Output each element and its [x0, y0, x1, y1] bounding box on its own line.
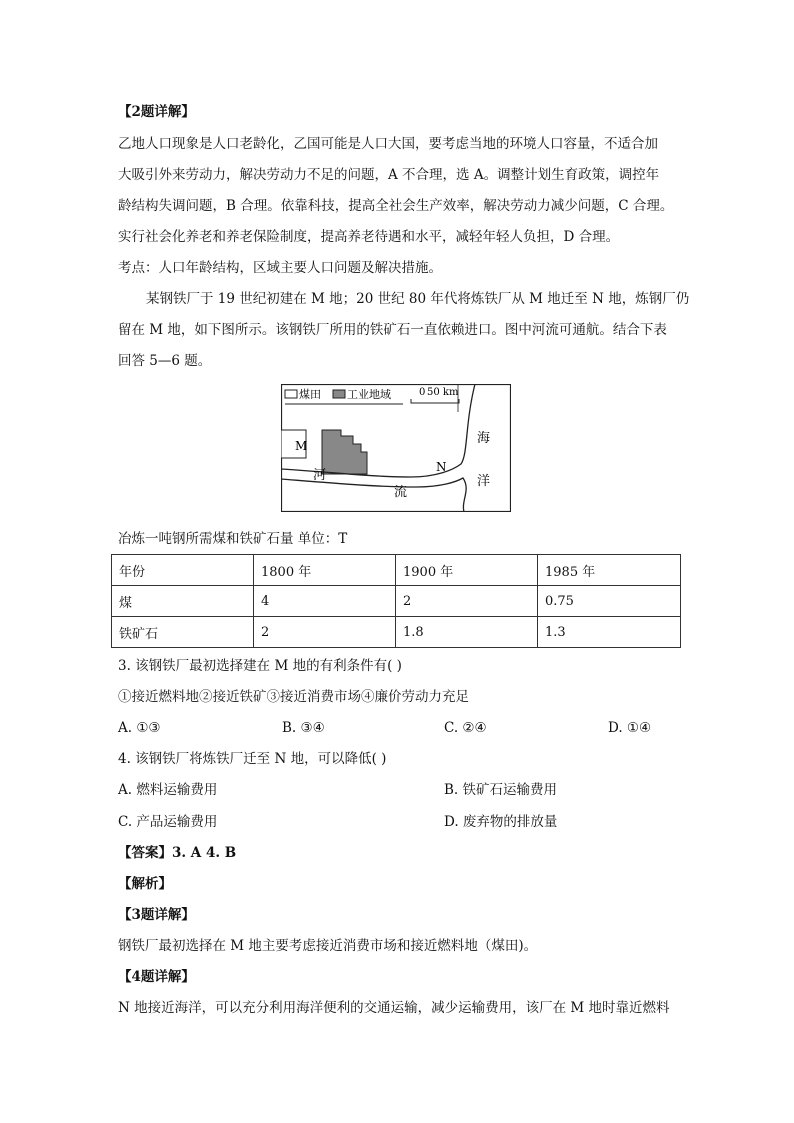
sea-label-2: 洋 [477, 474, 491, 489]
table-header-cell: 1900 年 [396, 555, 538, 586]
table-caption: 冶炼一吨钢所需煤和铁矿石量 单位：T [118, 531, 348, 547]
answer-4-text: N 地接近海洋，可以充分利用海洋便利的交通运输，减少运输费用，该厂在 M 地时靠近燃料 [118, 1000, 670, 1016]
table-row [112, 617, 681, 648]
analysis-heading: 【解析】 [118, 876, 172, 892]
intro-line: 留在 M 地，如下图所示。该钢铁厂所用的铁矿石一直依赖进口。图中河流可通航。结合下表 [118, 322, 667, 338]
table-cell: 2 [396, 586, 538, 617]
label-m: M [295, 439, 308, 453]
question-4-stem: 4. 该钢铁厂将炼铁厂迁至 N 地，可以降低( ) [118, 751, 387, 767]
table-cell: 2 [254, 617, 396, 648]
question-3-conditions: ①接近燃料地②接近铁矿③接近消费市场④廉价劳动力充足 [118, 689, 469, 705]
table-row [112, 586, 681, 617]
q3-option-b: B. ③④ [282, 720, 325, 736]
label-n: N [436, 460, 447, 474]
river-label-2: 流 [394, 485, 408, 500]
scale-label: 50 km [427, 387, 459, 398]
intro-line: 回答 5—6 题。 [118, 353, 212, 369]
coal-iron-table [111, 554, 681, 648]
paragraph-line: 大吸引外来劳动力，解决劳动力不足的问题，A 不合理，选 A。调整计划生育政策，调控年 [118, 167, 660, 183]
table-header-cell: 1800 年 [254, 555, 396, 586]
river-label-1: 河 [313, 468, 327, 483]
section-heading-q2: 【2题详解】 [118, 104, 195, 120]
coal-legend-swatch [285, 390, 297, 398]
steel-plant-map [281, 384, 511, 512]
q4-option-b: B. 铁矿石运输费用 [444, 782, 558, 798]
scale-zero: 0 [419, 387, 426, 398]
answer-line: 【答案】3. A 4. B [118, 845, 237, 861]
table-cell: 0.75 [538, 586, 681, 617]
q4-option-c: C. 产品运输费用 [118, 814, 218, 830]
table-header-cell: 1985 年 [538, 555, 681, 586]
paragraph-line: 考点：人口年龄结构，区域主要人口问题及解决措施。 [118, 260, 442, 276]
intro-line: 某钢铁厂于 19 世纪初建在 M 地；20 世纪 80 年代将炼铁厂从 M 地迁至 N 地，炼钢厂仍 [146, 291, 690, 307]
question-3-stem: 3. 该钢铁厂最初选择建在 M 地的有利条件有( ) [118, 658, 402, 674]
paragraph-line: 实行社会化养老和养老保险制度，提高养老待遇和水平，减轻年轻人负担，D 合理。 [118, 229, 620, 245]
q4-option-a: A. 燃料运输费用 [118, 782, 218, 798]
sea-label-1: 海 [477, 431, 491, 446]
table-cell: 铁矿石 [112, 617, 254, 648]
q4-option-d: D. 废弃物的排放量 [444, 814, 558, 830]
section-heading-q4: 【4题详解】 [118, 969, 195, 985]
table-cell: 1.8 [396, 617, 538, 648]
table-cell: 煤 [112, 586, 254, 617]
q3-option-a: A. ①③ [118, 720, 161, 736]
paragraph-line: 龄结构失调问题，B 合理。依靠科技，提高全社会生产效率，解决劳动力减少问题，C 合理。 [118, 198, 674, 214]
table-cell: 4 [254, 586, 396, 617]
legend-industry: 工业地域 [347, 388, 391, 401]
paragraph-line: 乙地人口现象是人口老龄化，乙国可能是人口大国，要考虑当地的环境人口容量，不适合加 [118, 136, 658, 152]
q3-option-d: D. ①④ [608, 720, 652, 736]
industry-legend-swatch [333, 390, 345, 398]
answer-3-text: 钢铁厂最初选择在 M 地主要考虑接近消费市场和接近燃料地（煤田)。 [118, 938, 538, 954]
table-header-cell: 年份 [112, 555, 254, 586]
q3-option-c: C. ②④ [444, 720, 487, 736]
legend-coal: 煤田 [299, 388, 321, 401]
table-cell: 1.3 [538, 617, 681, 648]
table-header-row [112, 555, 681, 586]
section-heading-q3: 【3题详解】 [118, 907, 195, 923]
